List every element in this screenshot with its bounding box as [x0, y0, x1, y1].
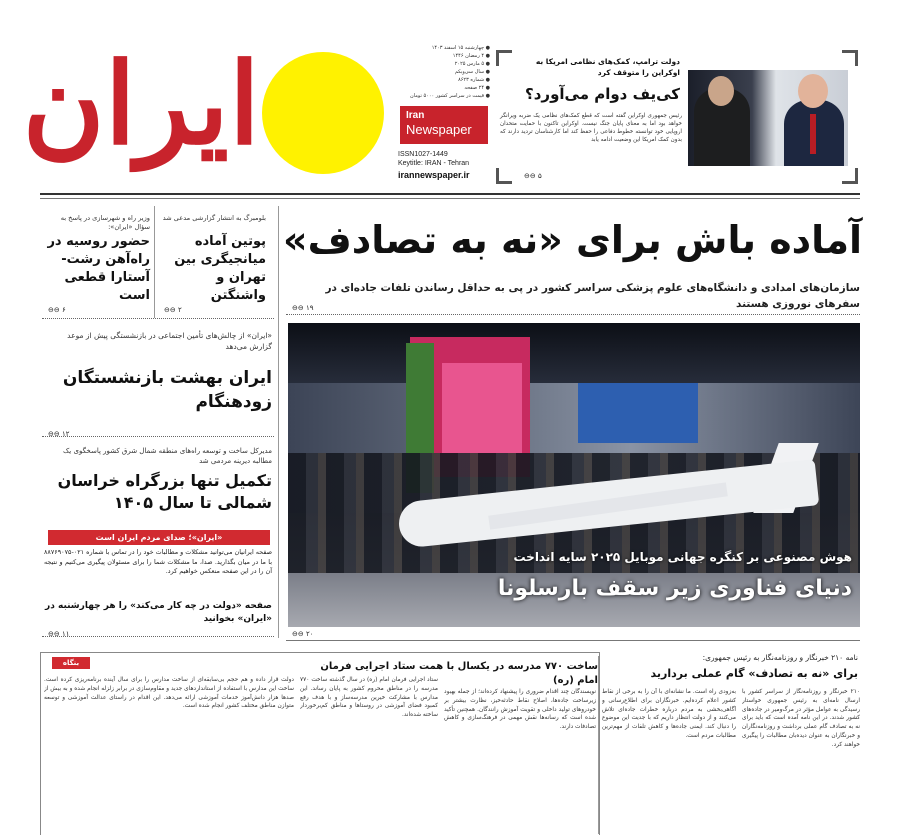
page-number: ۱۱ [61, 630, 70, 638]
divider [42, 636, 274, 637]
story2-kicker: بلومبرگ به انتشار گزارشی مدعی شد [162, 214, 266, 222]
brand-line2: Newspaper [406, 122, 472, 137]
lead-subtitle: سازمان‌های امدادی و دانشگاه‌های علوم پزشکی سراسر کشور در پی به حداقل رساندن تلفات جاده‌ای در سفرهای نوروزی هستند [325, 282, 860, 310]
arrow-icon: ⊖⊖ [524, 172, 536, 180]
page-number: ۵ [537, 172, 542, 180]
photo-title[interactable]: دنیای فناوری زیر سقف بارسلونا [497, 576, 852, 601]
meta-line: ● چهارشنبه ۱۵ اسفند ۱۴۰۳ [431, 45, 490, 51]
meta-line: ● ۵ مارس ۲۰۲۵ [454, 61, 490, 67]
story4-kicker: مدیرکل ساخت و توسعه راه‌های منطقه شمال شرق کشور پاسخگوی یک مطالبه دیرینه مردمی شد [63, 447, 272, 465]
meta-line: ● ۴ رمضان ۱۴۴۶ [452, 53, 490, 59]
newspaper-logo: ایران [22, 39, 260, 170]
story1-title[interactable]: حضور روسیه در راه‌آهن رشت-آستارا قطعی است [47, 234, 150, 303]
story5-page-ref[interactable] [48, 630, 70, 638]
section-tag: بنگاه [52, 657, 90, 669]
body-column: به‌زودی راه است. ما نشانه‌ای با آن را به برخی از نقاط کشور اعلام کرده‌ایم. خبرنگاران برای اطلاع‌رسانی و آگاهی‌بخشی به مردم درباره خطرات جاده‌ای تلاش می‌کنند و از دولت انتظار داریم که با جدیت این موضوع را دنبال کند. ایمنی جاده‌ها و کاهش تلفات از مهم‌ترین مطالبات مردم است. [602, 689, 736, 739]
story3-kicker: «ایران» از چالش‌های تأمین اجتماعی در بازنشستگی پیش از موعد گزارش می‌دهد [67, 331, 272, 351]
bottom-kicker: نامه ۲۱۰ خبرنگار و روزنامه‌نگار به رئیس جمهوری: [702, 653, 858, 662]
story2-title[interactable]: پوتین آماده میانجیگری بین تهران و واشنگتن [174, 234, 266, 303]
divider [286, 640, 860, 641]
divider [40, 198, 860, 199]
lead-page-ref[interactable] [292, 304, 314, 312]
photo-page-ref[interactable] [292, 630, 314, 638]
meta-line: ● قیمت در سراسر کشور ۵۰۰۰ تومان [410, 93, 490, 99]
page-number: ۱۹ [305, 304, 314, 312]
issn-block [398, 150, 494, 168]
teaser-photo [688, 70, 848, 166]
corner-mark [842, 50, 858, 66]
arrow-icon: ⊖⊖ [292, 630, 304, 638]
sun-emblem [262, 52, 384, 174]
brand-box [400, 106, 488, 144]
arrow-icon: ⊖⊖ [164, 306, 176, 314]
teaser-kicker: دولت ترامپ، کمک‌های نظامی امریکا به اوکراین را متوقف کرد [535, 57, 680, 77]
story3-title[interactable]: ایران بهشت بازنشستگان زودهنگام [62, 368, 272, 412]
teaser-body: رئیس جمهوری اوکراین گفته است که قطع کمک‌های نظامی یک ضربه ویرانگر خواهد بود اما به معنای پایان جنگ نیست. اوکراین تاکنون با حمایت متحدان اروپایی خود توانسته خطوط دفاعی را حفظ کند اما کارشناسان تردید دارند که بدون کمک امریکا این وضعیت ادامه یابد [500, 113, 682, 143]
page-number: ۶ [61, 306, 66, 314]
story4-title[interactable]: تکمیل تنها بزرگراه خراسان شمالی تا سال ۱۴۰۵ [57, 471, 272, 512]
issn: ISSN1027-1449 [398, 151, 448, 158]
bottom-title[interactable]: برای «نه به تصادف» گام عملی بردارید [650, 667, 858, 680]
story2-page-ref[interactable] [164, 306, 182, 314]
arrow-icon: ⊖⊖ [292, 304, 304, 312]
meta-line: ● ۲۴ صفحه [464, 85, 490, 91]
keytitle: Keytitle: IRAN - Tehran [398, 160, 470, 167]
bottom-title2[interactable]: ساخت ۷۷۰ مدرسه در یکسال با همت ستاد اجرایی فرمان امام (ره) [320, 661, 598, 686]
arrow-icon: ⊖⊖ [48, 630, 60, 638]
story3-page-ref[interactable] [48, 430, 70, 438]
photo-kicker: هوش مصنوعی بر کنگره جهانی موبایل ۲۰۲۵ سایه انداخت [513, 550, 852, 564]
meta-line: ● شماره ۸۶۲۳ [458, 77, 490, 83]
divider [286, 314, 860, 315]
teaser-title[interactable]: کی‌یف دوام می‌آورد؟ [525, 85, 680, 103]
arrow-icon: ⊖⊖ [48, 430, 60, 438]
corner-mark [496, 50, 512, 66]
story5-title[interactable]: صفحه «دولت در چه کار می‌کند» را هر چهارشنبه در «ایران» بخوانید [45, 601, 272, 624]
meta-line: ● سال سی‌ویکم [454, 69, 490, 75]
lead-headline[interactable]: آماده باش برای «نه به تصادف» [283, 218, 862, 262]
page-number: ۲ [177, 306, 182, 314]
column-rule [278, 206, 279, 638]
story1-kicker: وزیر راه و شهرسازی در پاسخ به سؤال «ایران»: [60, 214, 150, 231]
story4-body: صفحه ایرانیان می‌توانید مشکلات و مطالبات خود را در تماس با شماره ۰۲۱-۸۸۷۶۹۰۷۵ با ما در میان بگذارید. صدا، ما مشکلات شما را برای مسئولان پیگیری می‌کنیم و نتیجه آن را در این صفحه منعکس خواهیم کرد. [44, 548, 272, 575]
story1-page-ref[interactable] [48, 306, 66, 314]
site-link[interactable]: irannewspaper.ir [398, 170, 470, 180]
voice-banner: «ایران»؛ صدای مردم ایران است [48, 530, 270, 545]
brand-line1: Iran [406, 110, 425, 121]
body-column: نویسندگان چند اقدام ضروری را پیشنهاد کرده‌اند؛ از جمله بهبود زیرساخت جاده‌ها، اصلاح نقاط حادثه‌خیز، نظارت بیشتر بر خودروهای تولید داخلی و تقویت آموزش رانندگان. همچنین تأکید شده است که رسانه‌ها نقش مهمی در فرهنگ‌سازی و کاهش تصادفات دارند. [444, 689, 596, 731]
divider [40, 193, 860, 195]
corner-mark [496, 168, 512, 184]
body-column: دولت قرار داده و هم حجم بی‌سابقه‌ای از ساخت مدارس را برای سال آینده برنامه‌ریزی کرده است. ساخت این مدارس با استفاده از استانداردهای جدید و مقاوم‌سازی در برابر زلزله انجام شده و به بیش از صدها هزار دانش‌آموز خدمات آموزشی ارائه می‌دهد. این اقدام در راستای عدالت آموزشی و توسعه متوازن مناطق مختلف کشور انجام شده است. [44, 677, 294, 710]
page-number: ۲۰ [305, 630, 314, 638]
corner-mark [842, 168, 858, 184]
body-column: ستاد اجرایی فرمان امام (ره) در سال گذشته ساخت ۷۷۰ مدرسه را در مناطق محروم کشور به پایان رساند. این مدارس با مشارکت خیرین مدرسه‌ساز و با هدف رفع کمبود فضای آموزشی در روستاها و مناطق کم‌برخوردار ساخته شده‌اند. [300, 677, 438, 719]
column-rule [154, 206, 155, 318]
page-number: ۱۲ [61, 430, 70, 438]
body-column: ۲۱۰ خبرنگار و روزنامه‌نگار از سراسر کشور با ارسال نامه‌ای به رئیس جمهوری خواستار رسیدگی به عوامل مؤثر در مرگ‌ومیر در جاده‌های کشور شدند. در این نامه آمده است که باید برای نه به تصادف گام عملی برداشت و روزنامه‌نگاران و خبرنگاران به عنوان دیده‌بان مطالبات را پیگیری خواهند کرد. [742, 689, 860, 748]
teaser-page-ref[interactable] [524, 172, 542, 180]
issue-meta [392, 44, 490, 100]
divider [42, 436, 274, 437]
divider [42, 318, 274, 319]
arrow-icon: ⊖⊖ [48, 306, 60, 314]
